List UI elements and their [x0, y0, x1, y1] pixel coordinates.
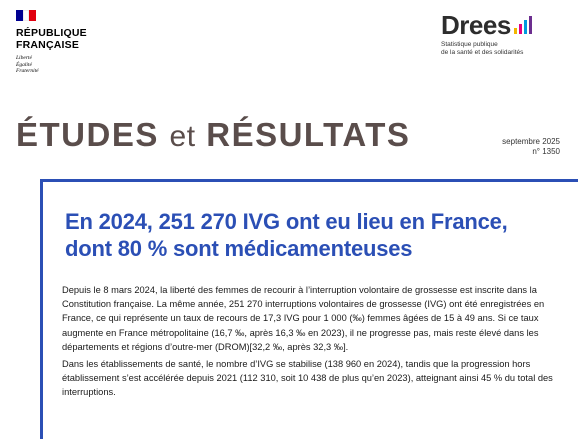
article-paragraph-1: Depuis le 8 mars 2024, la liberté des femmes de recourir à l’interruption volontaire de grossesse est inscrite dans la Constitution française. La même année, 251 270 interruptions volontaires de grossesse (IVG) ont été enregistrées en France, ce qui représente un taux de recours de 17,3 IVG pour 1 000 (‰) femmes âgées de 15 à 49 ans. Si ce taux augmente en France métropolitaine (16,7 ‰, après 16,3 ‰ en 2023), il ne progresse pas, mais reste élevé dans les départements et régions d’outre-mer (DROM)[32,2 ‰, après 32,3 ‰]. [62, 285, 545, 352]
article-paragraph-2: Dans les établissements de santé, le nombre d’IVG se stabilise (138 960 en 2024), tandis que la progression hors établissement s’est accélérée depuis 2021 (112 310, soit 10 438 de plus qu’en 2023), atteignant ainsi 45 % du total des interruptions. [62, 359, 553, 398]
flag-stripe-white [23, 10, 30, 21]
rf-title-line1: RÉPUBLIQUE [16, 27, 87, 39]
flag-stripe-blue [16, 10, 23, 21]
drees-bar-purple [529, 16, 532, 34]
republique-francaise-logo [16, 10, 126, 75]
rf-motto [16, 55, 126, 75]
headline-line2: dont 80 % sont médicamenteuses [65, 236, 413, 261]
motto-liberte: Liberté [16, 55, 32, 61]
article-headline [65, 208, 570, 262]
series-title-part2: et [169, 120, 196, 153]
drees-tagline-line2: de la santé et des solidarités [441, 49, 524, 56]
article-body [62, 283, 567, 403]
french-flag-icon [16, 10, 36, 21]
issue-date: septembre 2025 [502, 137, 560, 146]
drees-logo-block [441, 12, 571, 57]
series-title [16, 116, 410, 156]
motto-fraternite: Fraternité [16, 68, 39, 74]
motto-egalite: Égalité [16, 61, 32, 68]
drees-logo [441, 12, 571, 38]
series-title-part1: ÉTUDES [16, 116, 159, 153]
drees-bar-cyan [524, 20, 527, 34]
drees-tagline [441, 41, 571, 57]
drees-wordmark: Drees [441, 10, 511, 40]
headline-line1: En 2024, 251 270 IVG ont eu lieu en France, [65, 209, 508, 234]
drees-bars-icon [514, 16, 532, 34]
series-title-part3: RÉSULTATS [206, 116, 411, 153]
issue-info [502, 137, 560, 157]
drees-bar-pink [519, 24, 522, 34]
issue-number: n° 1350 [532, 147, 560, 156]
rf-title-line2: FRANÇAISE [16, 39, 80, 51]
flag-stripe-red [29, 10, 36, 21]
drees-bar-yellow [514, 28, 517, 34]
drees-tagline-line1: Statistique publique [441, 41, 498, 48]
